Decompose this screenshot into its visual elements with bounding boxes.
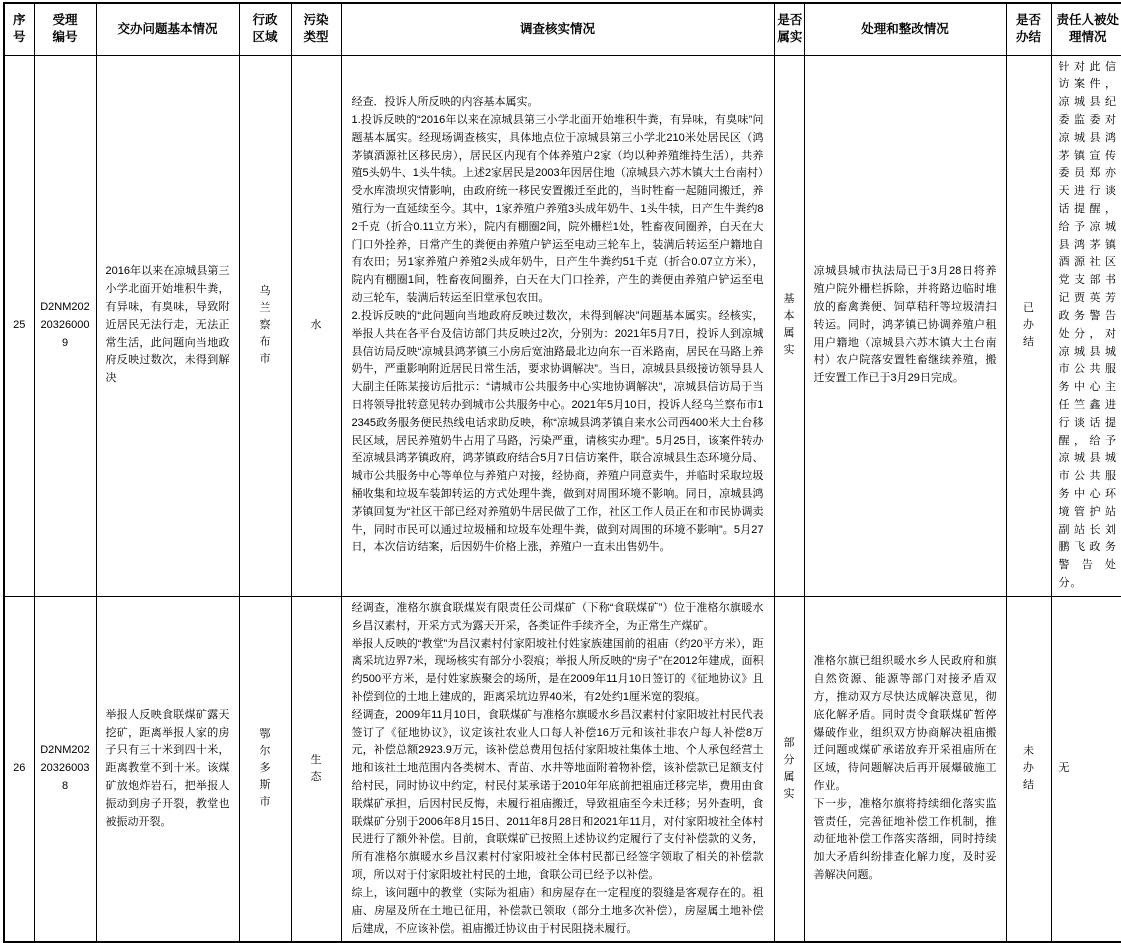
- paragraph: 1.投诉反映的“2016年以来在凉城县第三小学北面开始堆积牛粪，有异味，有臭味”问题基本属实。经现场调查核实，具体地点位于凉城县第三小学北210米处居民区（鸿茅镇酒源社区移民房），居民区内现有个体养殖户2家（均以种养殖维持生活），共养殖5头奶牛、1头牛犊。上述2家居民是2003年因居住地（凉城县六苏木镇大土台南村）受水库溃坝灾情影响，由政府统一移民安置搬迁至此的，当时牲畜一起随同搬迁，养殖行为一直延续至今。其中，1家养殖户养殖3头成年奶牛、1头牛犊，日产生牛粪约82千克（折合0.11立方米），院内有棚圈2间，院外栅栏1处，牲畜夜间圈养，白天在大门口外拴养，日常产生的粪便由养殖户铲运至电动三轮车上，装满后转运至户籍地自有农田；另1家养殖户养殖2头成年奶牛，日产生牛粪约51千克（折合0.07立方米），院内有棚圈1间，牲畜夜间圈养，白天在大门口拴养，产生的粪便由养殖户铲运至电动三轮车，装满后转运至旧堂承包农田。: [351, 113, 764, 305]
- cell-handling: [804, 596, 1006, 942]
- paragraph: 经查．投诉人所反映的内容基本属实。: [351, 96, 539, 109]
- header-problem: 交办问题基本情况: [96, 3, 239, 55]
- header-accountability: 责任人被处理情况: [1051, 3, 1121, 55]
- cell-concluded: 已办结: [1006, 55, 1051, 596]
- cell-problem: 2016年以来在凉城县第三小学北面开始堆积牛粪，有异味，有臭味，导致附近居民无法行走，无法正常生活，此问题向当地政府反映过数次，未得到解决: [96, 55, 239, 596]
- paragraph: 经调查，2009年11月10日，食联煤矿与准格尔旗暖水乡昌汉素村付家阳坡社村民代表签订了《征地协议》，议定该社农业人口每人补偿16万元和该社非农户每人补偿8万元，补偿总额2923.9万元，该补偿总费用包括付家阳坡社集体土地、个人承包经营土地和该社土地范围内各类树木、青苗、水井等地面附着物补偿，该补偿款已足额支付给村民，同时协议中约定，村民付某承诺于2010年年底前把祖庙迁移完毕，费用由食联煤矿承担，后因村民反悔，未履行祖庙搬迁，导致祖庙至今未迁移；另外查明，食联煤矿分别于2006年8月15日、2011年8月28日和2021年11月，对付家阳坡社全体村民进行了额外补偿。目前，食联煤矿已按照上述协议约定履行了支付补偿款的义务，所有准格尔旗暖水乡昌汉素村付家阳坡社全体村民都已经签字领取了相关的补偿款项，所以对于付家阳坡社村民的土地，食联公司已经予以补偿。: [351, 708, 764, 882]
- cell-seq: 25: [4, 55, 34, 596]
- header-verified: 是否属实: [774, 3, 804, 55]
- cell-pollution-type: 生态: [291, 596, 341, 942]
- paragraph: 下一步，准格尔旗将持续细化落实监管责任，完善征地补偿工作机制，推动征地补偿工作落实落细，同时持续加大矛盾纠纷排查化解力度，及时妥善解决问题。: [813, 797, 997, 882]
- cell-case-no: D2NM202203260038: [34, 596, 96, 942]
- header-case-no: 受理编号: [34, 3, 96, 55]
- cell-handling: [804, 55, 1006, 596]
- paragraph: 准格尔旗已组织暖水乡人民政府和旗自然资源、能源等部门对接矛盾双方，推动双方尽快达成解决意见，彻底化解矛盾。同时责令食联煤矿暂停爆破作业，组织双方协商解决祖庙搬迁问题或煤矿承诺放弃开采祖庙所在区域，待问题解决后再开展爆破施工作业。: [813, 655, 997, 792]
- header-seq: 序号: [4, 3, 34, 55]
- paragraph: 2.投诉反映的“此问题向当地政府反映过数次，未得到解决”问题基本属实。经核实，举报人共在各平台及信访部门共反映过2次，分别为：2021年5月7日，投诉人到凉城县信访局反映“凉城县鸿茅镇三小房后宽油路最北边向东一百米路南，居民在马路上养奶牛，严重影响附近居民日常生活，要求协调解决”。当日，凉城县县级接访领导县人大副主任陈某接访后批示：“请城市公共服务中心实地协调解决”，凉城县信访局于当日将领导批转意见转办到城市公共服务中心。2021年5月10日，投诉人经乌兰察布市12345政务服务便民热线电话求助反映，称“凉城县鸿茅镇自来水公司西400米大土台移民区域，居民养殖奶牛占用了马路，污染严重，请核实办理”。5月25日，该案件转办至凉城县鸿茅镇政府，鸿茅镇政府结合5月7日信访案件，联合凉城县生态环境分局、城市公共服务中心等单位与养殖户对接，经协商，养殖户同意卖牛，并临时采取垃圾桶收集和垃圾车装卸转运的方式处理牛粪，做到对周围环境不影响。同日，凉城县鸿茅镇回复为“社区干部已经对养殖奶牛居民做了工作，社区工作人员正在和市民协调卖牛，同时市民可以通过垃圾桶和垃圾车处理牛粪，做到对周围的环境不影响”。5月27日，本次信访结案，后因奶牛价格上涨，养殖户一直未出售奶牛。: [351, 309, 764, 554]
- paragraph: 综上，该问题中的教堂（实际为祖庙）和房屋存在一定程度的裂缝是客观存在的。祖庙、房屋及所在土地已征用，补偿款已领取（部分土地多次补偿），房屋属土地补偿后建成，不应该补偿。祖庙搬迁协议由于村民阻挠未履行。: [351, 886, 764, 935]
- cell-pollution-type: 水: [291, 55, 341, 596]
- cell-investigation: [341, 55, 774, 596]
- paragraph: 经调查，准格尔旗食联煤炭有限责任公司煤矿（下称“食联煤矿”）位于准格尔旗暖水乡昌汉素村，开采方式为露天开采，各类证件手续齐全，为正常生产煤矿。: [351, 601, 764, 632]
- header-handling: 处理和整改情况: [804, 3, 1006, 55]
- header-concluded: 是否办结: [1006, 3, 1051, 55]
- complaint-handling-table: [3, 2, 1121, 943]
- header-region: 行政区域: [239, 3, 291, 55]
- table-row-26: [4, 596, 1121, 942]
- cell-verified: 基本属实: [774, 55, 804, 596]
- cell-region: 鄂尔多斯市: [239, 596, 291, 942]
- header-row: [4, 3, 1121, 55]
- cell-concluded: 未办结: [1006, 596, 1051, 942]
- table-row-25: [4, 55, 1121, 596]
- cell-region: 乌兰察布市: [239, 55, 291, 596]
- cell-problem: 举报人反映食联煤矿露天挖矿，距离举报人家的房子只有三十米到四十米，距离教堂不到十米。该煤矿放炮炸岩石，把举报人振动到房子开裂，教堂也被振动开裂。: [96, 596, 239, 942]
- cell-accountability: 针对此信访案件，凉城县纪委监委对凉城县鸿茅镇宣传委员郑亦天进行谈话提醒，给予凉城县鸿茅镇酒源社区党支部书记贾英芳政务警告处分，对凉城县城市公共服务中心主任竺鑫进行谈话提醒，给予凉城县城市公共服务中心环境管护站副站长刘鹏飞政务警告处分。: [1051, 55, 1121, 596]
- paragraph: 举报人反映的“教堂”为昌汉素村付家阳坡社付姓家族建国前的祖庙（约20平方米），距离采坑边界7米，现场核实有部分小裂痕；举报人所反映的“房子”在2012年建成，面积约500平方米，是付姓家族聚会的场所，是在2009年11月10日签订的《征地协议》且补偿到位的土地上建成的，距离采坑边界40米，有2处约1厘米宽的裂痕。: [351, 637, 764, 703]
- cell-accountability: 无: [1051, 596, 1121, 942]
- header-pollution-type: 污染类型: [291, 3, 341, 55]
- paragraph: 凉城县城市执法局已于3月28日将养殖户院外栅栏拆除，并将路边临时堆放的畜禽粪便、饲草秸秆等垃圾清扫转运。同时，鸿茅镇已协调养殖户租用户籍地（凉城县六苏木镇大土台南村）农户院落安置牲畜继续养殖，搬迁安置工作已于3月29日完成。: [813, 265, 997, 385]
- header-investigation: 调查核实情况: [341, 3, 774, 55]
- cell-investigation: [341, 596, 774, 942]
- cell-seq: 26: [4, 596, 34, 942]
- cell-case-no: D2NM202203260009: [34, 55, 96, 596]
- cell-verified: 部分属实: [774, 596, 804, 942]
